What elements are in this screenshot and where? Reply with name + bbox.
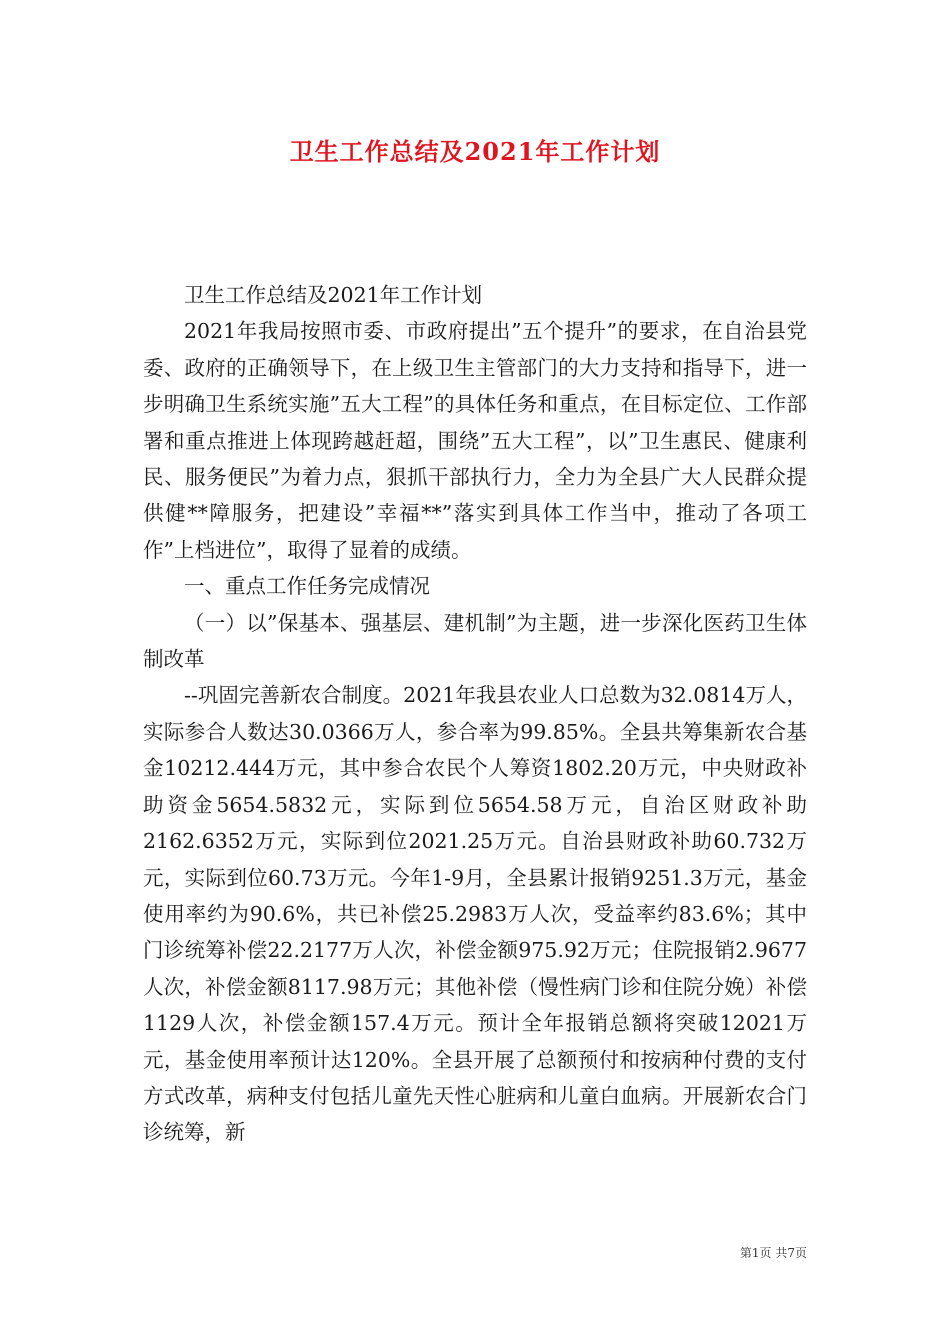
page-number: 第1页 共7页	[739, 1246, 807, 1260]
paragraph-intro: 2021年我局按照市委、市政府提出”五个提升”的要求，在自治县党委、政府的正确领导下，在上级卫生主管部门的大力支持和指导下，进一步明确卫生系统实施”五大工程”的具体任务和重点，在目标定位、工作部署和重点推进上体现跨越赶超，围绕”五大工程”，以”卫生惠民、健康利民、服务便民”为着力点，狠抓干部执行力，全力为全县广大人民群众提供健**障服务，把建设”幸福**”落实到具体工作当中，推动了各项工作”上档进位”，取得了显着的成绩。	[143, 319, 807, 562]
paragraph-body: --巩固完善新农合制度。2021年我县农业人口总数为32.0814万人，实际参合人数达30.0366万人，参合率为99.85%。全县共筹集新农合基金10212.444万元，其中参合农民个人筹资1802.20万元，中央财政补助资金5654.5832元，实际到位5654.58万元，自治区财政补助2162.6352万元，实际到位2021.25万元。自治县财政补助60.732万元，实际到位60.73万元。今年1-9月，全县累计报销9251.3万元，基金使用率约为90.6%，共已补偿25.2983万人次，受益率约83.6%；其中门诊统筹补偿22.2177万人次，补偿金额975.92万元；住院报销2.9677人次，补偿金额8117.98万元；其他补偿（慢性病门诊和住院分娩）补偿1129人次，补偿金额157.4万元。预计全年报销总额将突破12021万元，基金使用率预计达120%。全县开展了总额预付和按病种付费的支付方式改革，病种支付包括儿童先天性心脏病和儿童白血病。开展新农合门诊统筹，新	[143, 683, 807, 1145]
section-heading: 一、重点工作任务完成情况	[184, 574, 430, 599]
paragraph-heading: 卫生工作总结及2021年工作计划	[184, 283, 483, 307]
document-body	[143, 277, 807, 1151]
subsection-heading: （一）以”保基本、强基层、建机制”为主题，进一步深化医药卫生体制改革	[143, 610, 807, 672]
document-title: 卫生工作总结及2021年工作计划	[289, 137, 661, 166]
